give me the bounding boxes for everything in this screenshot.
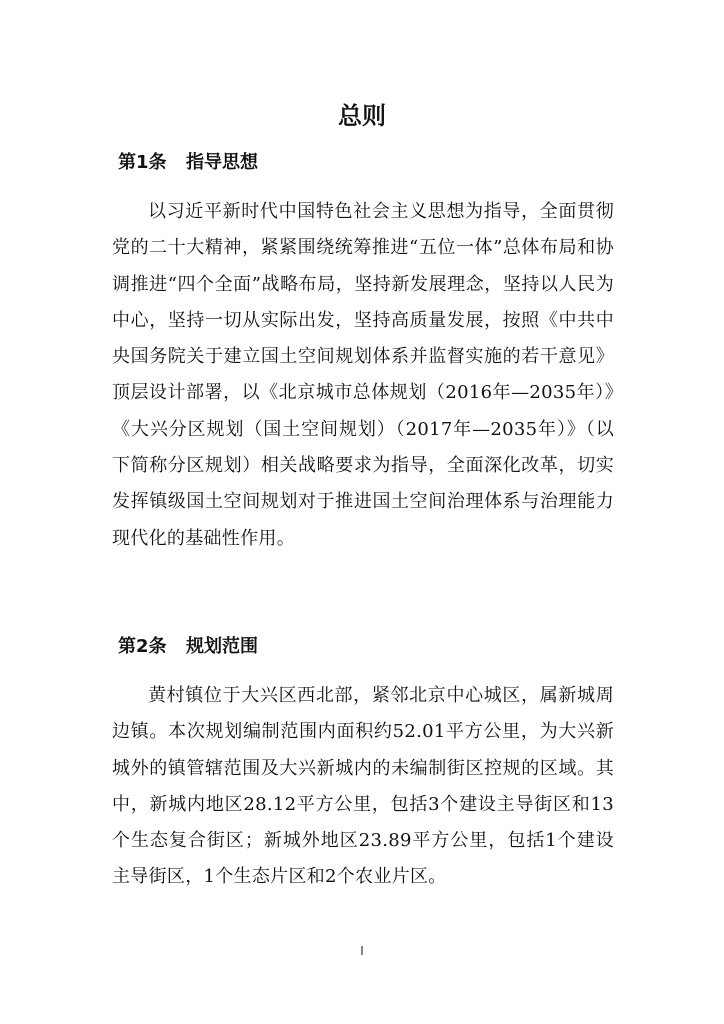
article-1-body: 以习近平新时代中国特色社会主义思想为指导，全面贯彻党的二十大精神，紧紧围绕统筹推进“五位一体”总体布局和协调推进“四个全面”战略布局，坚持新发展理念，坚持以人民为中心，坚持一切从实际出发，坚持高质量发展，按照《中共中央国务院关于建立国土空间规划体系并监督实施的若干意见》顶层设计部署，以《北京城市总体规划（2016年—2035年）》《大兴分区规划（国土空间规划）（2017年—2035年）》（以下简称分区规划）相关战略要求为指导，全面深化改革，切实发挥镇级国土空间规划对于推进国土空间治理体系与治理能力现代化的基础性作用。 bbox=[112, 201, 614, 549]
article-2-body: 黄村镇位于大兴区西北部，紧邻北京中心城区，属新城周边镇。本次规划编制范围内面积约52.01平方公里，为大兴新城外的镇管辖范围及大兴新城内的未编制街区控规的区域。其中，新城内地区28.12平方公里，包括3个建设主导街区和13个生态复合街区；新城外地区23.89平方公里，包括1个建设主导街区，1个生态片区和2个农业片区。 bbox=[112, 685, 614, 888]
article-2-number: 第2条 bbox=[118, 636, 167, 657]
page-title: 总则 bbox=[338, 102, 386, 130]
page-number: I bbox=[360, 944, 364, 958]
article-2-title: 规划范围 bbox=[186, 636, 258, 657]
article-1-number: 第1条 bbox=[118, 152, 167, 173]
article-1-title: 指导思想 bbox=[186, 152, 258, 173]
article-1-heading bbox=[118, 149, 258, 177]
article-2-heading bbox=[118, 633, 258, 661]
